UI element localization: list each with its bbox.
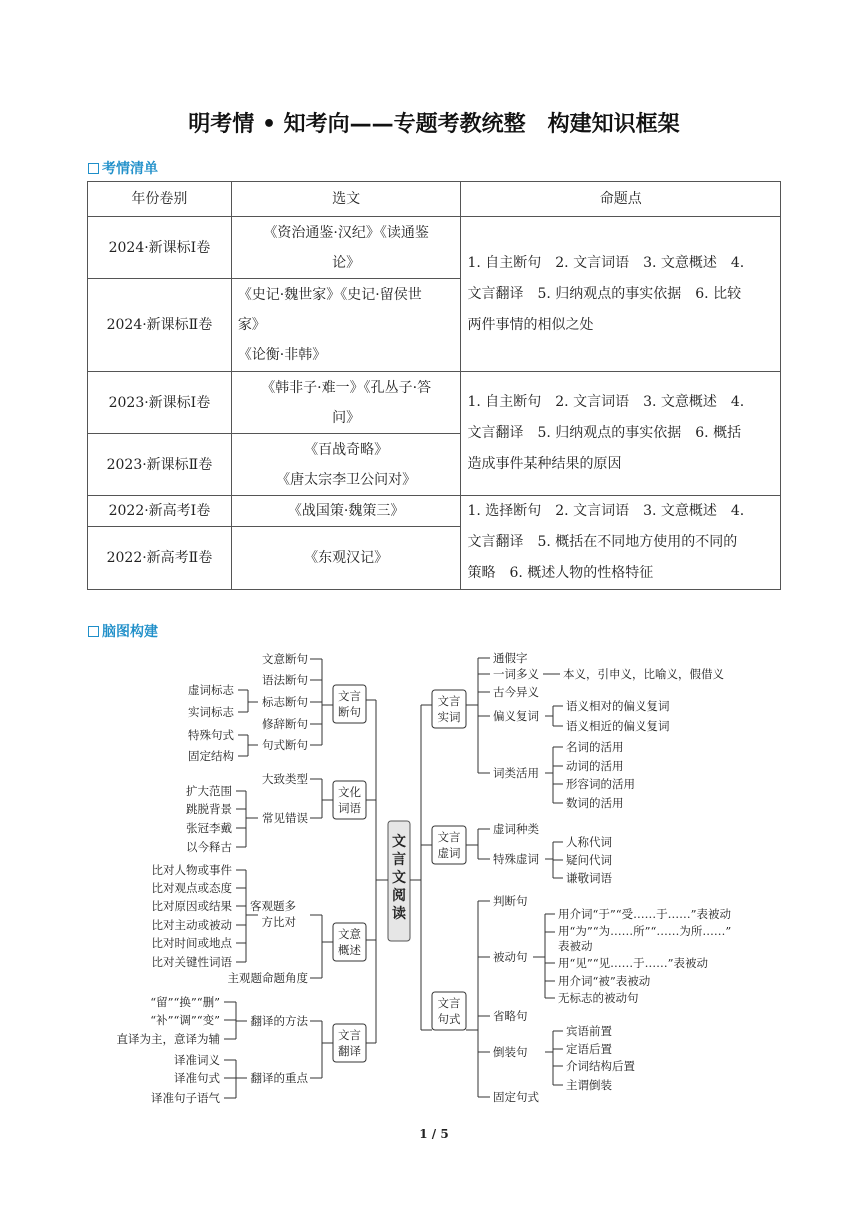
leaf-label: 特殊虚词	[493, 852, 539, 866]
leaf-label: 宾语前置	[566, 1024, 612, 1038]
leaf-label: 句式断句	[262, 738, 308, 752]
node-label: 概述	[338, 943, 361, 957]
leaf-label: 直译为主，意译为辅	[116, 1032, 220, 1046]
year-cell: 2024·新课标Ⅱ卷	[88, 279, 232, 372]
points-line: 文言翻译 5. 概括在不同地方使用的不同的	[467, 534, 738, 550]
table-header: 年份卷别	[88, 182, 232, 217]
leaf-label: 表被动	[558, 939, 593, 953]
leaf-label: 被动句	[493, 950, 528, 964]
node-label: 文言	[437, 830, 461, 844]
leaf-label: 比对关键性词语	[151, 955, 232, 969]
leaf-label: 比对原因或结果	[151, 899, 232, 913]
leaf-label: 一词多义	[493, 667, 539, 681]
leaf-label: 译准词义	[174, 1053, 220, 1067]
leaf-label: 本义，引申义，比喻义，假借义	[563, 667, 724, 681]
leaf-label: 动词的活用	[566, 759, 624, 773]
leaf-label: 特殊句式	[188, 728, 234, 742]
points-line: 文言翻译 5. 归纳观点的事实依据 6. 比较	[467, 285, 742, 302]
year-cell: 2022·新高考Ⅱ卷	[88, 527, 232, 590]
leaf-label: 语法断句	[262, 673, 308, 687]
table-row	[88, 217, 781, 279]
leaf-label: 形容词的活用	[566, 777, 635, 791]
exam-table	[87, 181, 781, 590]
leaf-label: 文意断句	[262, 652, 308, 666]
leaf-label: 比对观点或态度	[151, 881, 232, 895]
leaf-label: 译准句子语气	[151, 1091, 220, 1105]
text-line: 《战国策·魏策三》	[287, 503, 405, 520]
section-heading-mind-map	[88, 621, 158, 641]
node-label: 文意	[338, 927, 361, 941]
text-line: 《唐太宗李卫公问对》	[276, 471, 417, 488]
leaf-label: 常见错误	[262, 811, 308, 825]
leaf-label: 倒装句	[493, 1045, 528, 1059]
leaf-label: 方比对	[261, 915, 296, 929]
node-label: 断句	[338, 705, 361, 719]
mind-map	[0, 640, 868, 1110]
points-line: 造成事件某种结果的原因	[467, 456, 622, 472]
points-line: 1. 自主断句 2. 文言词语 3. 文意概述 4.	[467, 394, 745, 410]
text-cell	[231, 372, 461, 434]
year-cell: 2024·新课标Ⅰ卷	[88, 217, 232, 279]
section-heading-label: 脑图构建	[102, 624, 158, 640]
year-cell: 2023·新课标Ⅰ卷	[88, 372, 232, 434]
node-shici	[432, 690, 466, 728]
leaf-label: 词类活用	[493, 766, 539, 780]
leaf-label: 修辞断句	[262, 717, 308, 731]
leaf-label: 通假字	[493, 651, 528, 665]
leaf-label: 谦敬词语	[566, 871, 612, 885]
node-label: 句式	[437, 1012, 461, 1026]
leaf-label: 张冠李戴	[186, 821, 232, 835]
text-line: 问》	[332, 409, 361, 426]
text-line: 《韩非子·难一》《孔丛子·答	[261, 379, 432, 396]
leaf-label: 客观题多	[250, 899, 296, 913]
leaf-label: 翻译的重点	[250, 1071, 308, 1085]
node-xuci	[432, 826, 466, 864]
page-number: 1 / 5	[419, 1127, 449, 1141]
leaf-label: 疑问代词	[566, 853, 612, 867]
node-label: 实词	[437, 710, 461, 724]
table-row	[88, 496, 781, 527]
section-heading-exam-list	[88, 158, 158, 178]
leaf-label: 无标志的被动句	[558, 991, 639, 1005]
center-label: 文言文阅读	[392, 834, 406, 922]
leaf-label: 语义相对的偏义复词	[566, 699, 670, 713]
table-header: 选文	[231, 182, 461, 217]
text-cell	[231, 434, 461, 496]
year-cell: 2023·新课标Ⅱ卷	[88, 434, 232, 496]
node-label: 文言	[338, 1028, 361, 1042]
checkbox-square-icon	[88, 163, 99, 174]
points-cell	[461, 372, 781, 496]
section-heading-label: 考情清单	[102, 161, 158, 177]
leaf-label: 介词结构后置	[566, 1059, 635, 1073]
table-header: 命题点	[461, 182, 781, 217]
node-label: 文言	[338, 689, 361, 703]
text-line: 论》	[332, 254, 361, 271]
node-duanju	[333, 685, 366, 723]
leaf-label: 判断句	[493, 894, 528, 908]
text-line: 《东观汉记》	[304, 550, 389, 567]
leaf-label: 固定结构	[188, 749, 234, 763]
leaf-label: 用“为”“为……所”“……为所……”	[558, 924, 732, 938]
points-cell	[461, 217, 781, 372]
leaf-label: 名词的活用	[566, 740, 624, 754]
text-cell	[231, 496, 461, 527]
text-cell	[231, 217, 461, 279]
leaf-label: “补”“调”“变”	[150, 1013, 220, 1027]
text-line: 家》	[237, 317, 266, 333]
points-line: 策略 6. 概述人物的性格特征	[467, 565, 654, 581]
points-cell	[461, 496, 781, 590]
text-line: 《史记·魏世家》《史记·留侯世	[237, 287, 422, 303]
text-line: 《论衡·非韩》	[237, 347, 327, 363]
leaf-label: 数词的活用	[566, 796, 624, 810]
text-cell	[231, 527, 461, 590]
leaf-label: 主观题命题角度	[227, 971, 308, 985]
table-row	[88, 372, 781, 434]
node-fanyi	[333, 1024, 366, 1062]
leaf-label: 译准句式	[174, 1071, 220, 1085]
leaf-label: 人称代词	[566, 835, 612, 849]
points-line: 两件事情的相似之处	[467, 316, 594, 333]
leaf-label: 用介词“于”“受……于……”表被动	[558, 907, 732, 921]
node-label: 虚词	[437, 846, 461, 860]
leaf-label: 比对主动或被动	[151, 918, 232, 932]
year-cell: 2022·新高考Ⅰ卷	[88, 496, 232, 527]
leaf-label: 标志断句	[262, 695, 308, 709]
node-label: 翻译	[338, 1044, 361, 1058]
node-gaishu	[333, 923, 366, 961]
leaf-label: 比对时间或地点	[151, 936, 232, 950]
points-line: 文言翻译 5. 归纳观点的事实依据 6. 概括	[467, 425, 742, 441]
points-line: 1. 选择断句 2. 文言词语 3. 文意概述 4.	[467, 503, 745, 519]
leaf-label: 大致类型	[262, 772, 308, 786]
leaf-label: 跳脱背景	[186, 802, 232, 816]
leaf-label: 实词标志	[188, 705, 234, 719]
leaf-label: 比对人物或事件	[151, 863, 232, 877]
center-node	[388, 821, 410, 941]
node-wenhua	[333, 781, 366, 819]
leaf-label: 省略句	[493, 1009, 528, 1023]
leaf-label: 定语后置	[566, 1042, 612, 1056]
leaf-label: 以今释古	[186, 840, 232, 854]
leaf-label: 固定句式	[493, 1090, 539, 1104]
node-label: 文化	[338, 785, 361, 799]
checkbox-square-icon	[88, 626, 99, 637]
leaf-label: 古今异义	[493, 685, 539, 699]
leaf-label: 扩大范围	[186, 784, 232, 798]
text-line: 《百战奇略》	[304, 441, 389, 458]
page-title: 明考情 • 知考向——专题考教统整 构建知识框架	[188, 112, 680, 137]
leaf-label: 主谓倒装	[566, 1078, 612, 1092]
leaf-label: 虚词种类	[493, 822, 539, 836]
table-header-row	[88, 182, 781, 217]
leaf-label: 用“见”“见……于……”表被动	[558, 956, 709, 970]
node-label: 文言	[437, 694, 461, 708]
node-label: 文言	[437, 996, 461, 1010]
text-cell	[231, 279, 461, 372]
leaf-label: 翻译的方法	[250, 1014, 308, 1028]
leaf-label: “留”“换”“删”	[150, 995, 220, 1009]
text-line: 《资治通鉴·汉纪》《读通鉴	[263, 224, 429, 241]
leaf-label: 虚词标志	[188, 683, 234, 697]
leaf-label: 语义相近的偏义复词	[566, 719, 670, 733]
node-jushi	[432, 992, 466, 1030]
node-label: 词语	[338, 801, 361, 815]
leaf-label: 用介词“被”表被动	[558, 974, 651, 988]
points-line: 1. 自主断句 2. 文言词语 3. 文意概述 4.	[467, 254, 745, 271]
leaf-label: 偏义复词	[493, 709, 539, 723]
